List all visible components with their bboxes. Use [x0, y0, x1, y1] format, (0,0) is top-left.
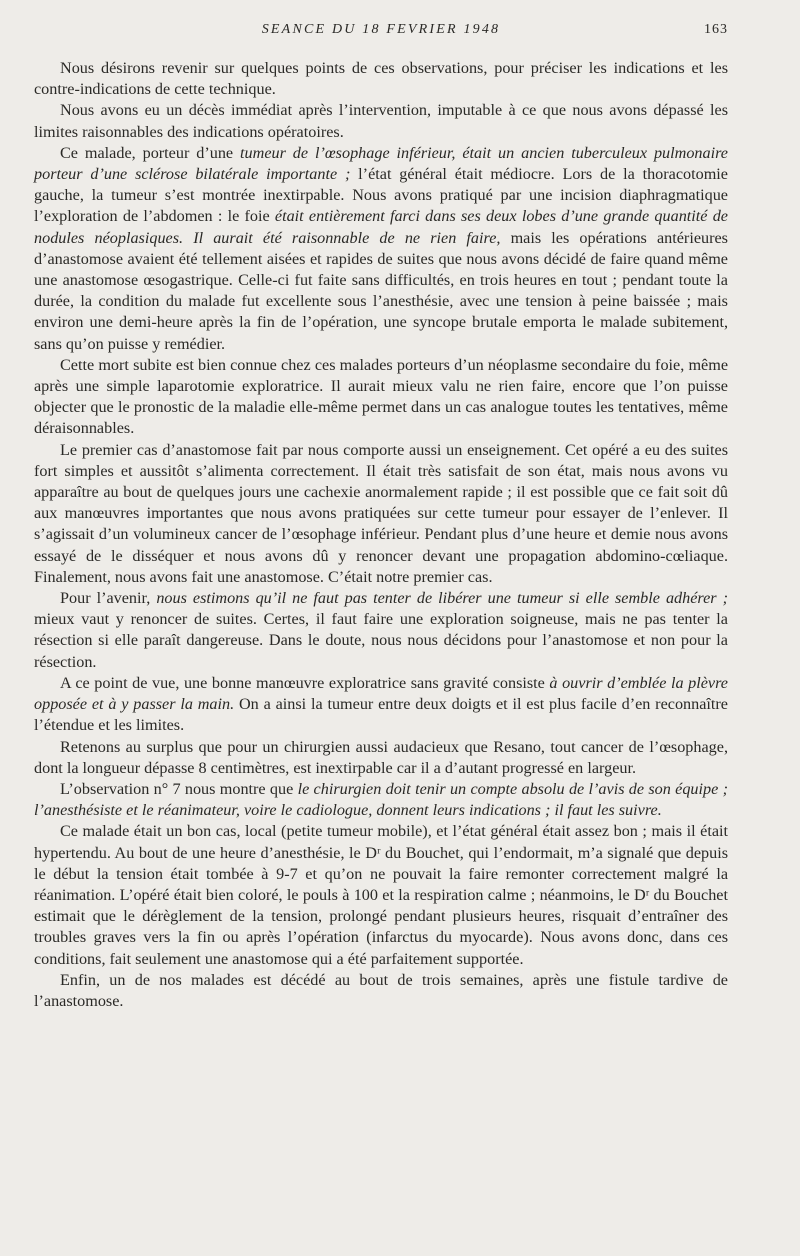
text-run: On a ainsi la tumeur entre deux doigts et il est plus facile d’en reconnaître l’étendue et les limites.: [34, 695, 728, 735]
italic-run: nous estimons qu’il ne faut pas tenter de libérer une tumeur si elle semble adhérer ;: [156, 589, 729, 608]
paragraph: [34, 821, 728, 969]
text-run: Nous désirons revenir sur quelques points de ces observations, pour préciser les indications et les contre-indications de cette technique.: [34, 59, 728, 99]
text-run: Cette mort subite est bien connue chez ces malades porteurs d’un néoplasme secondaire du foie, même après une simple laparotomie exploratrice. Il aurait mieux valu ne rien faire, encore que l’on puisse objecter que le pronostic de la maladie elle-même permet dans un cas analogue toutes les tentatives, même déraisonnables.: [34, 355, 728, 438]
paragraph: [34, 58, 728, 100]
running-title: SEANCE DU 18 FEVRIER 1948: [261, 22, 501, 37]
paragraph: [34, 970, 728, 1012]
text-run: mais les opérations antérieures d’anastomose avaient été tellement aisées et rapides de suites que nous avons décidé de faire quand même une anastomose œsogastrique. Celle-ci fut faite sans difficultés, en trois heures en tout ; pendant toute la durée, la condition du malade fut excellente sous l’anesthésie, avec une tension à peine baissée ; mais environ une demi-heure après la fin de l’opération, une syncope brutale emporta le malade subitement, sans qu’on puisse y remédier.: [34, 228, 728, 353]
text-run: Nous avons eu un décès immédiat après l’intervention, imputable à ce que nous avons dépassé les limites raisonnables des indications opératoires.: [34, 101, 728, 141]
running-header: [34, 22, 728, 44]
italic-run: le chirurgien doit tenir un compte absolu de l’avis de son équipe ; l’anesthésiste et le réanimateur, voire le cadiologue, donnent leurs indications ; il faut les suivre.: [34, 779, 728, 820]
text-run: l’état général était médiocre. Lors de la thoracotomie gauche, la tumeur s’est montrée inextirpable. Nous avons pratiqué par une incision diaphragmatique l’exploration de l’abdomen : le foie: [34, 165, 728, 226]
text-run: A ce point de vue, une bonne manœuvre exploratrice sans gravité consiste: [60, 673, 550, 692]
text-run: Retenons au surplus que pour un chirurgien aussi audacieux que Resano, tout cancer de l’œsophage, dont la longueur dépasse 8 centimètres, est inextirpable car il a d’autant progressé en largeur.: [34, 737, 728, 777]
paragraph: [34, 355, 728, 440]
text-run: Enfin, un de nos malades est décédé au bout de trois semaines, après une fistule tardive de l’anastomose.: [34, 970, 728, 1010]
paragraph: [34, 440, 728, 588]
page-number: 163: [704, 22, 728, 37]
text-run: mieux vaut y renoncer de suites. Certes, il faut faire une exploration soigneuse, mais ne pas tenter la résection si elle paraît dangereuse. Dans le doute, nous nous décidons pour l’anastomose et non pour la résection.: [34, 610, 728, 671]
paragraph: [34, 100, 728, 142]
body-text: [34, 58, 728, 1012]
paragraph: [34, 588, 728, 673]
text-run: Ce malade, porteur d’une: [60, 143, 241, 162]
text-run: Le premier cas d’anastomose fait par nous comporte aussi un enseignement. Cet opéré a eu des suites fort simples et aussitôt s’alimenta correctement. Il était très satisfait de son état, mais nous avons vu apparaître au bout de quelques jours une cachexie anormalement rapide ; il est possible que ce fait soit dû aux manœuvres importantes que nous avons pratiquées sur cette tumeur pour essayer de l’enlever. Il s’agissait d’un volumineux cancer de l’œsophage inférieur. Pendant plus d’une heure et demie nous avons essayé de le disséquer et nous avons dû y renoncer devant une propagation abdomino-cœliaque. Finalement, nous avons fait une anastomose. C’était notre premier cas.: [34, 440, 728, 586]
text-run: Ce malade était un bon cas, local (petite tumeur mobile), et l’état général était assez bon ; mais il était hypertendu. Au bout de une heure d’anesthésie, le Dʳ du Bouchet, qui l’endormait, m’a signalé que depuis le début la tension était tombée à 9-7 et qu’on ne pouvait la faire remonter correctement malgré la réanimation. L’opéré était bien coloré, le pouls à 100 et la respiration calme ; néanmoins, le Dʳ du Bouchet estimait que le dérèglement de la tension, prolongé pendant plusieurs heures, risquait d’entraîner des troubles graves vers la fin ou après l’opération (infarctus du myocarde). Nous avons donc, dans ces conditions, fait seulement une anastomose qui a été parfaitement supportée.: [34, 822, 728, 968]
text-run: L’observation n° 7 nous montre que: [60, 779, 298, 798]
italic-run: à ouvrir d’emblée la plèvre opposée et à y passer la main.: [34, 673, 728, 714]
italic-run: tumeur de l’œsophage inférieur, était un ancien tuberculeux pulmonaire porteur d’une sclérose bilatérale importante ;: [34, 143, 728, 184]
paragraph: [34, 143, 728, 355]
text-run: Pour l’avenir,: [60, 589, 157, 608]
italic-run: était entièrement farci dans ses deux lobes d’une grande quantité de nodules néoplasiques. Il aurait été raisonnable de ne rien faire,: [34, 207, 728, 247]
paragraph: [34, 673, 728, 737]
paragraph: [34, 737, 728, 779]
paragraph: [34, 779, 728, 821]
